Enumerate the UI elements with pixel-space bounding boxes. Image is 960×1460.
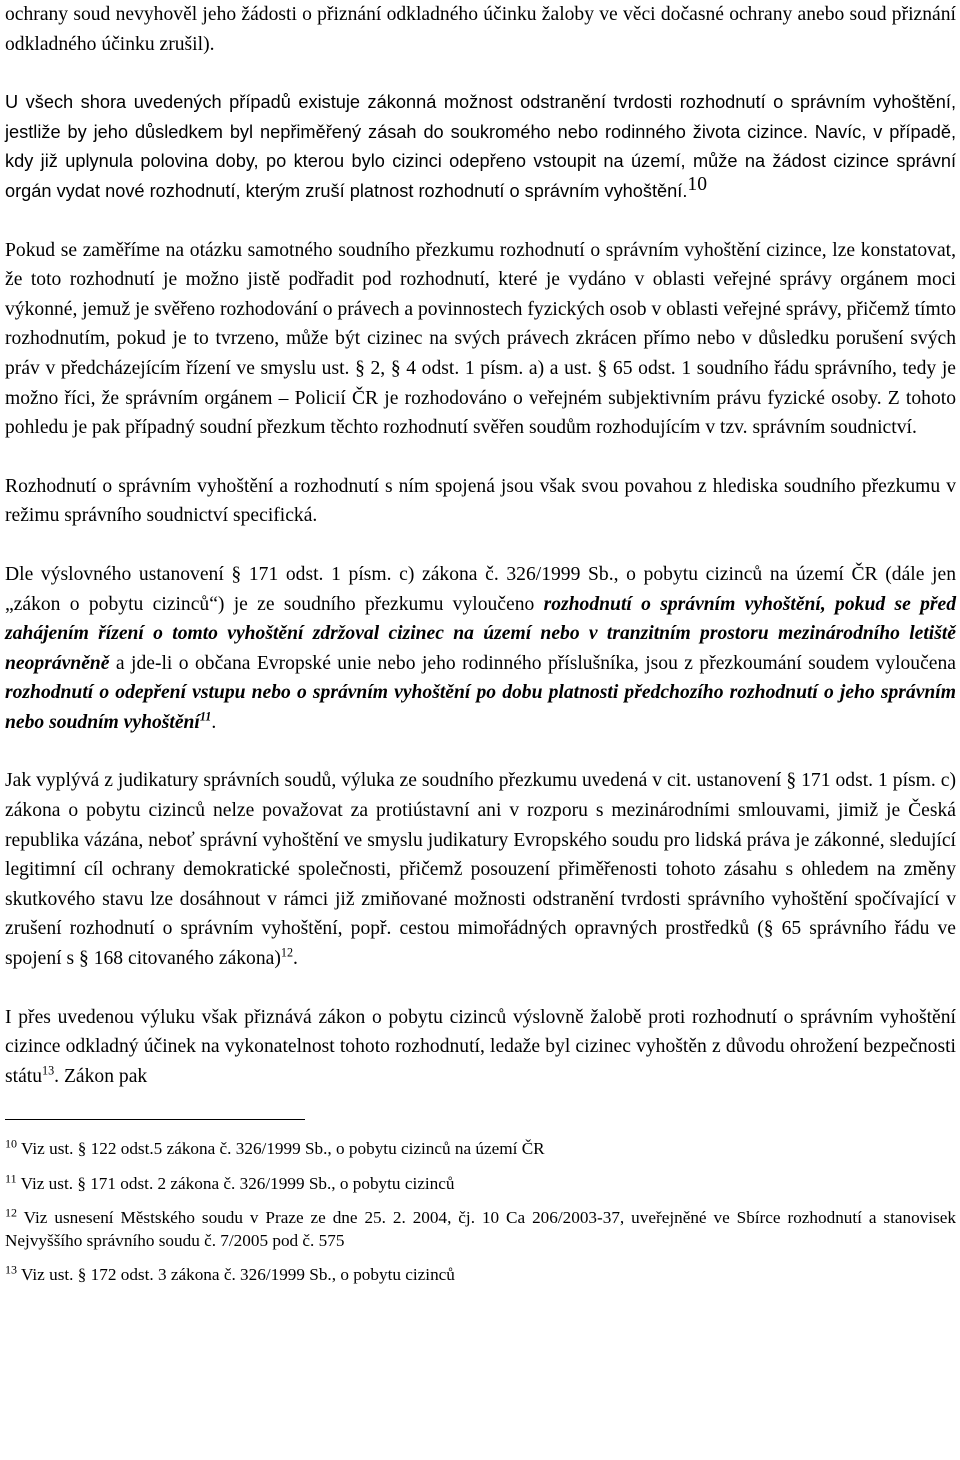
footnote-number: 10 bbox=[5, 1136, 18, 1151]
footnote-text: Viz ust. § 171 odst. 2 zákona č. 326/1999 Sb., o pobytu cizinců bbox=[20, 1173, 455, 1193]
emphasis-excluded-eu-decision: rozhodnutí o odepření vstupu nebo o správním vyhoštění po dobu platnosti předchozího rozhodnutí o jeho správním nebo soudním vyhoštění bbox=[5, 682, 956, 733]
footnote-11 bbox=[5, 1173, 956, 1196]
footnote-text: Viz ust. § 122 odst.5 zákona č. 326/1999 Sb., o pobytu cizinců na území ČR bbox=[21, 1139, 545, 1159]
paragraph-text: ochrany soud nevyhověl jeho žádosti o přiznání odkladného účinku žaloby ve věci dočasné ochrany anebo soud přiznání odkladného účinku zrušil). bbox=[5, 4, 956, 55]
footnote-ref-11[interactable]: 11 bbox=[199, 709, 212, 724]
paragraph-text: Pokud se zaměříme na otázku samotného soudního přezkumu rozhodnutí o správním vyhoštění cizince, lze konstatovat, že toto rozhodnutí je možno jistě podřadit pod rozhodnutí, které je vydáno v oblasti veřejné správy orgánem moci výkonné, jemuž je svěřeno rozhodování o právech a povinnostech fyzických osob v oblasti veřejné správy, přičemž tímto rozhodnutím, pokud je to tvrzeno, může být cizinec na svých právech zkrácen přímo nebo v důsledku porušení svých práv v předcházejícím řízení ve smyslu ust. § 2, § 4 odst. 1 písm. a) a ust. § 65 odst. 1 soudního řádu správního, tedy je možno říci, že správním orgánem – Policií ČR je rozhodováno o veřejném subjektivním právu fyzické osoby. Z tohoto pohledu je pak případný soudní přezkum těchto rozhodnutí svěřen soudům rozhodujícím v tzv. správním soudnictví. bbox=[5, 239, 956, 439]
footnote-number: 12 bbox=[5, 1205, 18, 1220]
paragraph-statutory-exclusion bbox=[5, 560, 956, 738]
footnote-ref-10[interactable]: 10 bbox=[687, 173, 707, 195]
footnote-number: 13 bbox=[5, 1262, 18, 1277]
paragraph-text: . bbox=[293, 948, 298, 970]
paragraph-text: Rozhodnutí o správním vyhoštění a rozhodnutí s ním spojená jsou však svou povahou z hlediska soudního přezkumu v režimu správního soudnictví specifická. bbox=[5, 475, 956, 527]
paragraph-text: . Zákon pak bbox=[54, 1065, 148, 1087]
footnote-ref-13[interactable]: 13 bbox=[42, 1063, 55, 1078]
emphasis-excluded-decision: rozhodnutí o správním vyhoštění, pokud se před zahájením řízení o tomto vyhoštění zdržoval cizinec na území nebo v tranzitním prostoru mezinárodního letiště neoprávněně bbox=[5, 593, 956, 674]
footnotes bbox=[5, 1138, 956, 1287]
paragraph-text: U všech shora uvedených případů existuje zákonná možnost odstranění tvrdosti rozhodnutí o správním vyhoštění, jestliže by jeho důsledkem byl nepřiměřený zásah do soukromého nebo rodinného života cizince. Navíc, v případě, kdy již uplynula polovina doby, po kterou bylo cizinci odepřeno vstoupit na území, může na žádost cizince správní orgán vydat nové rozhodnutí, kterým zruší platnost rozhodnutí o správním vyhoštění. bbox=[5, 92, 956, 201]
paragraph-text: Dle výslovného ustanovení § 171 odst. 1 písm. c) zákona č. 326/1999 Sb., o pobytu cizinců na území ČR (dále jen „zákon o pobytu cizinců“) je ze soudního přezkumu vyloučeno bbox=[5, 563, 956, 615]
paragraph-text: I přes uvedenou výluku však přiznává zákon o pobytu cizinců výslovně žalobě proti rozhodnutí o správním vyhoštění cizince odkladný účinek na vykonatelnost tohoto rozhodnutí, ledaže byl cizinec vyhoštěn z důvodu ohrožení bezpečnosti státu bbox=[5, 1006, 956, 1087]
footnote-number: 11 bbox=[5, 1171, 17, 1186]
footnote-text: Viz ust. § 172 odst. 3 zákona č. 326/1999 Sb., o pobytu cizinců bbox=[21, 1265, 455, 1285]
paragraph-continuation bbox=[5, 0, 956, 59]
paragraph-revocation-of-hardship bbox=[5, 88, 956, 206]
paragraph-judicial-review bbox=[5, 236, 956, 443]
paragraph-text: Jak vyplývá z judikatury správních soudů, výluka ze soudního přezkumu uvedená v cit. ustanovení § 171 odst. 1 písm. c) zákona o pobytu cizinců nelze považovat za protiústavní ani v rozporu s mezinárodními smlouvami, jimiž je Česká republika vázána, neboť správní vyhoštění ve smyslu judikatury Evropského soudu pro lidská práva je zákonné, sledující legitimní cíl ochrany demokratické společnosti, přičemž posouzení přiměřenosti tohoto zásahu s ohledem na změny skutkového stavu lze dosáhnout v rámci již zmiňované možnosti odstranění tvrdosti správního vyhoštění spočívající v zrušení rozhodnutí o správním vyhoštění, popř. cestou mimořádných opravných prostředků (§ 65 správního řádu ve spojení s § 168 citovaného zákona) bbox=[5, 770, 956, 970]
paragraph-text: . bbox=[211, 711, 217, 733]
paragraph-text: a jde-li o občana Evropské unie nebo jeho rodinného příslušníka, jsou z přezkoumání soudem vyloučena bbox=[115, 652, 956, 674]
footnote-ref-12[interactable]: 12 bbox=[280, 945, 294, 960]
footnote-13 bbox=[5, 1264, 956, 1287]
paragraph-specific-nature bbox=[5, 472, 956, 531]
footnote-text: Viz usnesení Městského soudu v Praze ze dne 25. 2. 2004, čj. 10 Ca 206/2003-37, uveřejněné ve Sbírce rozhodnutí a stanovisek Nejvyššího správního soudu č. 7/2005 pod č. 575 bbox=[5, 1208, 956, 1250]
footnote-10 bbox=[5, 1138, 956, 1161]
paragraph-suspensive-effect bbox=[5, 1003, 956, 1092]
footnote-separator bbox=[5, 1119, 305, 1120]
footnote-12 bbox=[5, 1207, 956, 1252]
paragraph-case-law bbox=[5, 766, 956, 973]
